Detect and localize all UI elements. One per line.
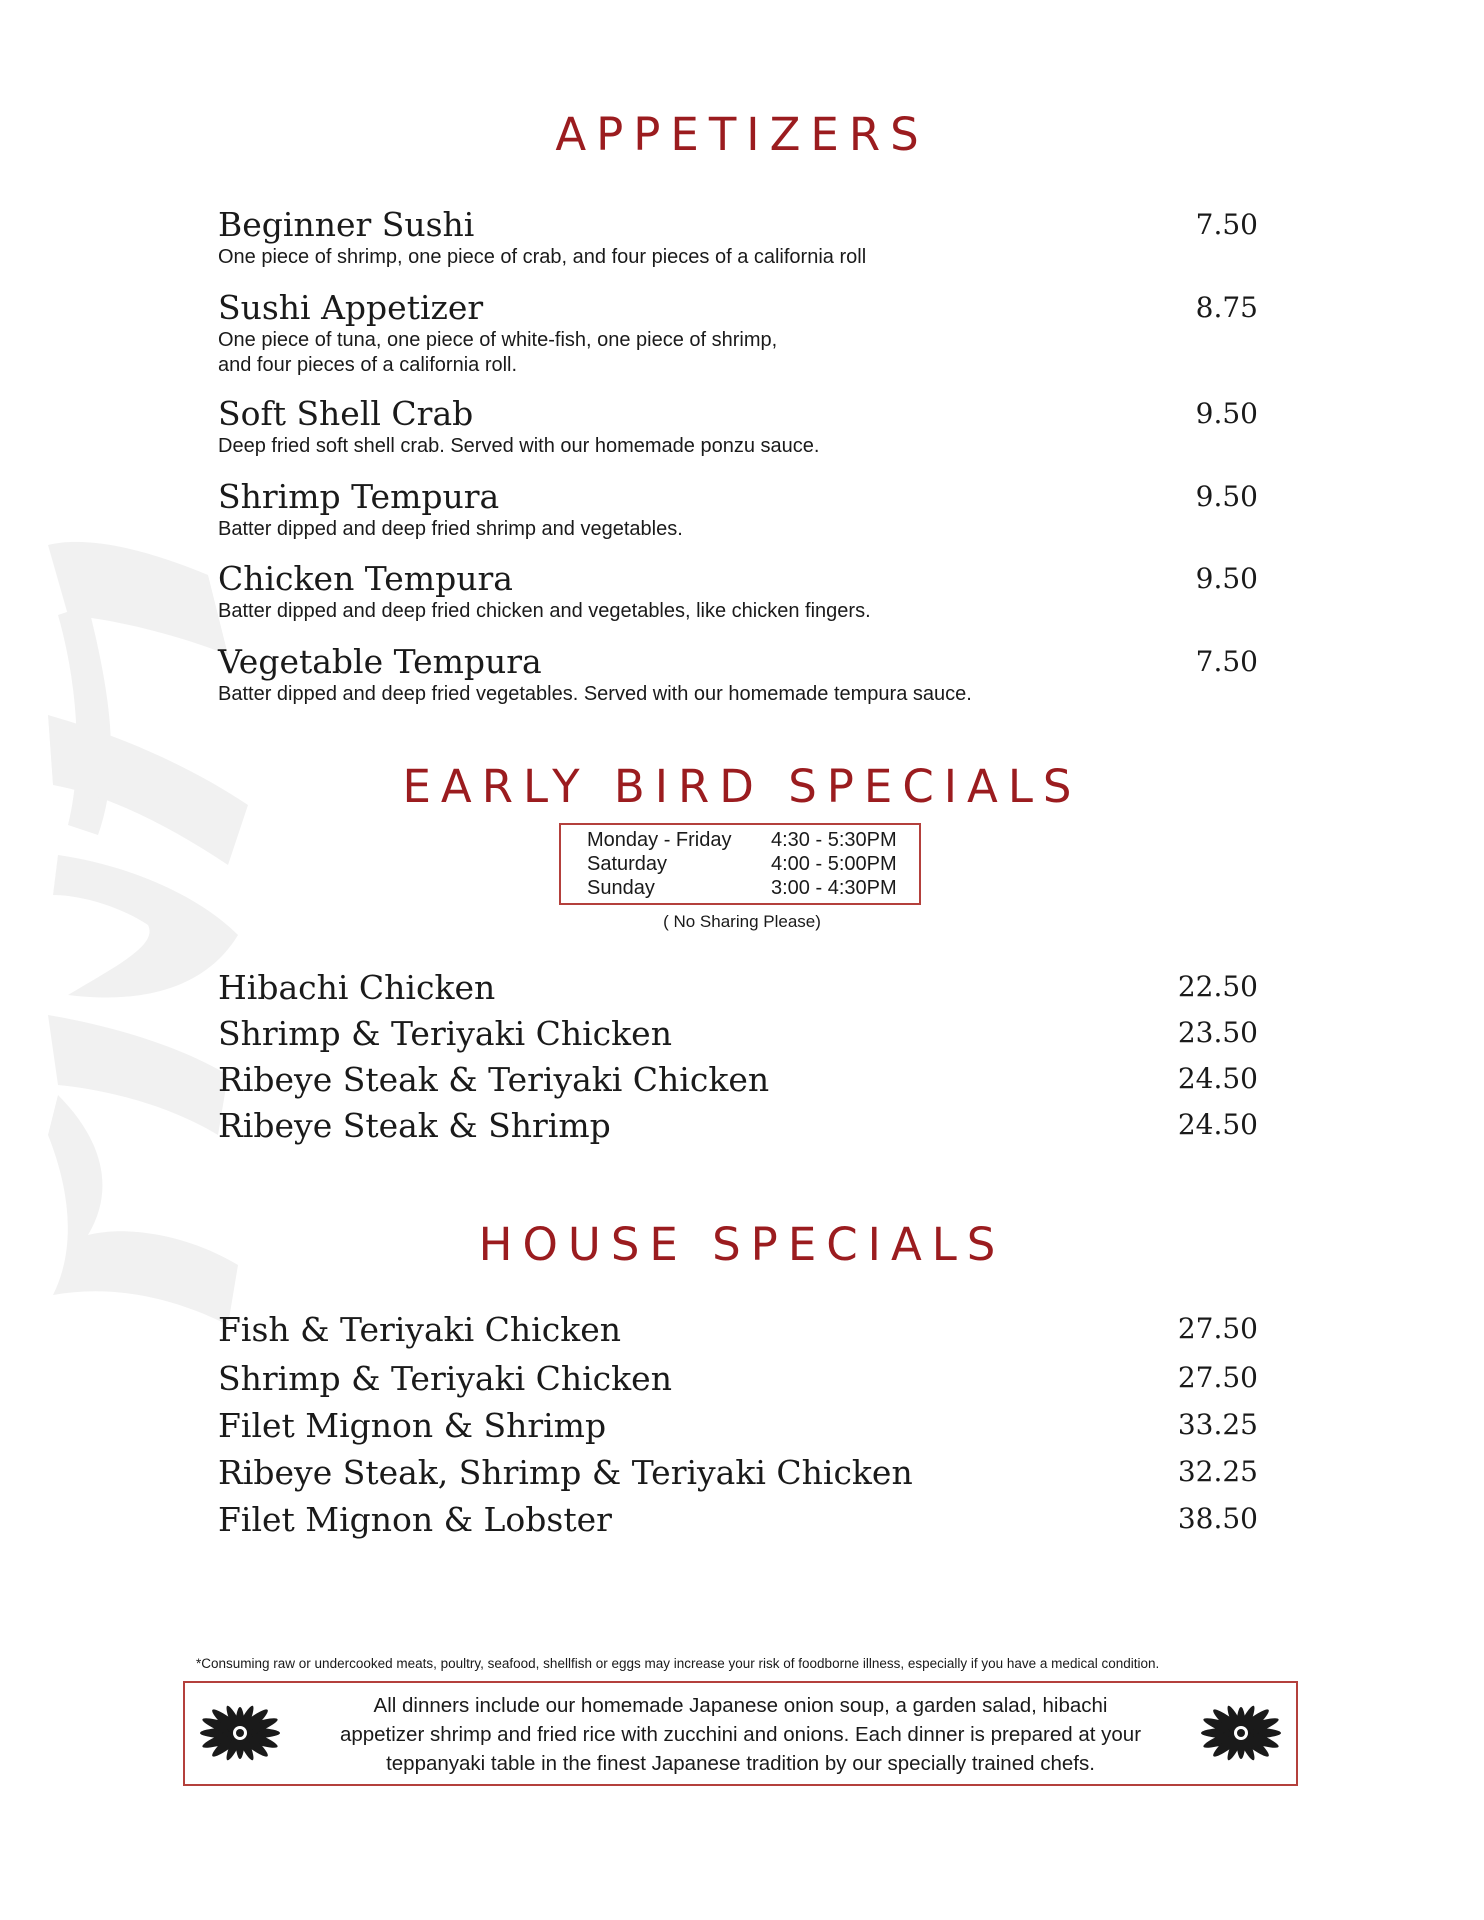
menu-item xyxy=(218,1406,1258,1452)
dinner-info-text xyxy=(295,1691,1186,1778)
menu-item xyxy=(218,643,1258,707)
appetizers-title: APPETIZERS xyxy=(555,108,929,161)
hours-row xyxy=(587,829,907,853)
menu-item xyxy=(218,289,1258,378)
item-name: Filet Mignon & Shrimp xyxy=(218,1406,607,1445)
item-name: Filet Mignon & Lobster xyxy=(218,1500,612,1539)
menu-item xyxy=(218,1359,1258,1405)
item-price: 27.50 xyxy=(1177,1312,1258,1345)
item-price: 27.50 xyxy=(1177,1361,1258,1394)
item-description: Batter dipped and deep fried chicken and vegetables, like chicken fingers. xyxy=(218,600,871,622)
item-price: 7.50 xyxy=(1195,208,1258,241)
house-specials-title: HOUSE SPECIALS xyxy=(478,1218,1006,1271)
chrysanthemum-icon xyxy=(1198,1705,1284,1761)
hours-day: Monday - Friday xyxy=(587,829,732,851)
item-name: Fish & Teriyaki Chicken xyxy=(218,1310,621,1349)
menu-item xyxy=(218,968,1258,1014)
early-bird-title: EARLY BIRD SPECIALS xyxy=(402,760,1082,813)
item-price: 22.50 xyxy=(1177,970,1258,1003)
hours-row xyxy=(587,853,907,877)
hours-row xyxy=(587,877,907,901)
menu-item xyxy=(218,1500,1258,1546)
item-name: Shrimp & Teriyaki Chicken xyxy=(218,1014,672,1053)
item-name: Vegetable Tempura xyxy=(218,642,542,681)
menu-item xyxy=(218,206,1258,270)
no-sharing-note: ( No Sharing Please) xyxy=(663,912,821,931)
item-description: One piece of tuna, one piece of white-fish, one piece of shrimp, xyxy=(218,329,778,351)
early-bird-hours-box xyxy=(559,823,921,905)
item-price: 38.50 xyxy=(1177,1502,1258,1535)
hours-time: 4:30 - 5:30PM xyxy=(771,829,897,851)
item-description: Batter dipped and deep fried shrimp and vegetables. xyxy=(218,518,683,540)
item-description: Deep fried soft shell crab. Served with our homemade ponzu sauce. xyxy=(218,435,820,457)
item-name: Ribeye Steak & Teriyaki Chicken xyxy=(218,1060,770,1099)
chrysanthemum-icon xyxy=(197,1705,283,1761)
item-name: Ribeye Steak, Shrimp & Teriyaki Chicken xyxy=(218,1453,913,1492)
hours-time: 4:00 - 5:00PM xyxy=(771,853,897,875)
item-name: Sushi Appetizer xyxy=(218,288,484,327)
item-description: and four pieces of a california roll. xyxy=(218,354,518,376)
item-price: 8.75 xyxy=(1195,291,1258,324)
food-safety-disclaimer: *Consuming raw or undercooked meats, poultry, seafood, shellfish or eggs may increase your risk of foodborne illness, especially if you have a medical condition. xyxy=(196,1656,1160,1671)
dinner-info-line: All dinners include our homemade Japanese onion soup, a garden salad, hibachi xyxy=(373,1694,1108,1717)
item-price: 24.50 xyxy=(1177,1108,1258,1141)
menu-item xyxy=(218,1060,1258,1106)
item-price: 32.25 xyxy=(1177,1455,1258,1488)
hours-time: 3:00 - 4:30PM xyxy=(771,877,897,899)
menu-item xyxy=(218,1106,1258,1152)
item-price: 7.50 xyxy=(1195,645,1258,678)
item-price: 9.50 xyxy=(1195,480,1258,513)
hours-day: Sunday xyxy=(587,877,655,899)
item-price: 24.50 xyxy=(1177,1062,1258,1095)
menu-item xyxy=(218,1310,1258,1356)
item-price: 33.25 xyxy=(1177,1408,1258,1441)
item-description: Batter dipped and deep fried vegetables. Served with our homemade tempura sauce. xyxy=(218,683,972,705)
item-name: Soft Shell Crab xyxy=(218,394,474,433)
item-name: Beginner Sushi xyxy=(218,205,475,244)
item-name: Ribeye Steak & Shrimp xyxy=(218,1106,611,1145)
dinner-info-box xyxy=(183,1681,1298,1786)
item-name: Hibachi Chicken xyxy=(218,968,496,1007)
item-price: 9.50 xyxy=(1195,397,1258,430)
dinner-info-line: appetizer shrimp and fried rice with zucchini and onions. Each dinner is prepared at your xyxy=(339,1723,1142,1746)
menu-item xyxy=(218,395,1258,459)
item-name: Shrimp & Teriyaki Chicken xyxy=(218,1359,672,1398)
hours-day: Saturday xyxy=(587,853,668,875)
item-price: 23.50 xyxy=(1177,1016,1258,1049)
item-name: Shrimp Tempura xyxy=(218,477,500,516)
item-price: 9.50 xyxy=(1195,562,1258,595)
item-name: Chicken Tempura xyxy=(218,559,513,598)
menu-item xyxy=(218,478,1258,542)
item-description: One piece of shrimp, one piece of crab, and four pieces of a california roll xyxy=(218,246,867,268)
menu-item xyxy=(218,1014,1258,1060)
menu-item xyxy=(218,1453,1258,1499)
dinner-info-line: teppanyaki table in the finest Japanese tradition by our specially trained chefs. xyxy=(386,1752,1095,1775)
menu-item xyxy=(218,560,1258,624)
